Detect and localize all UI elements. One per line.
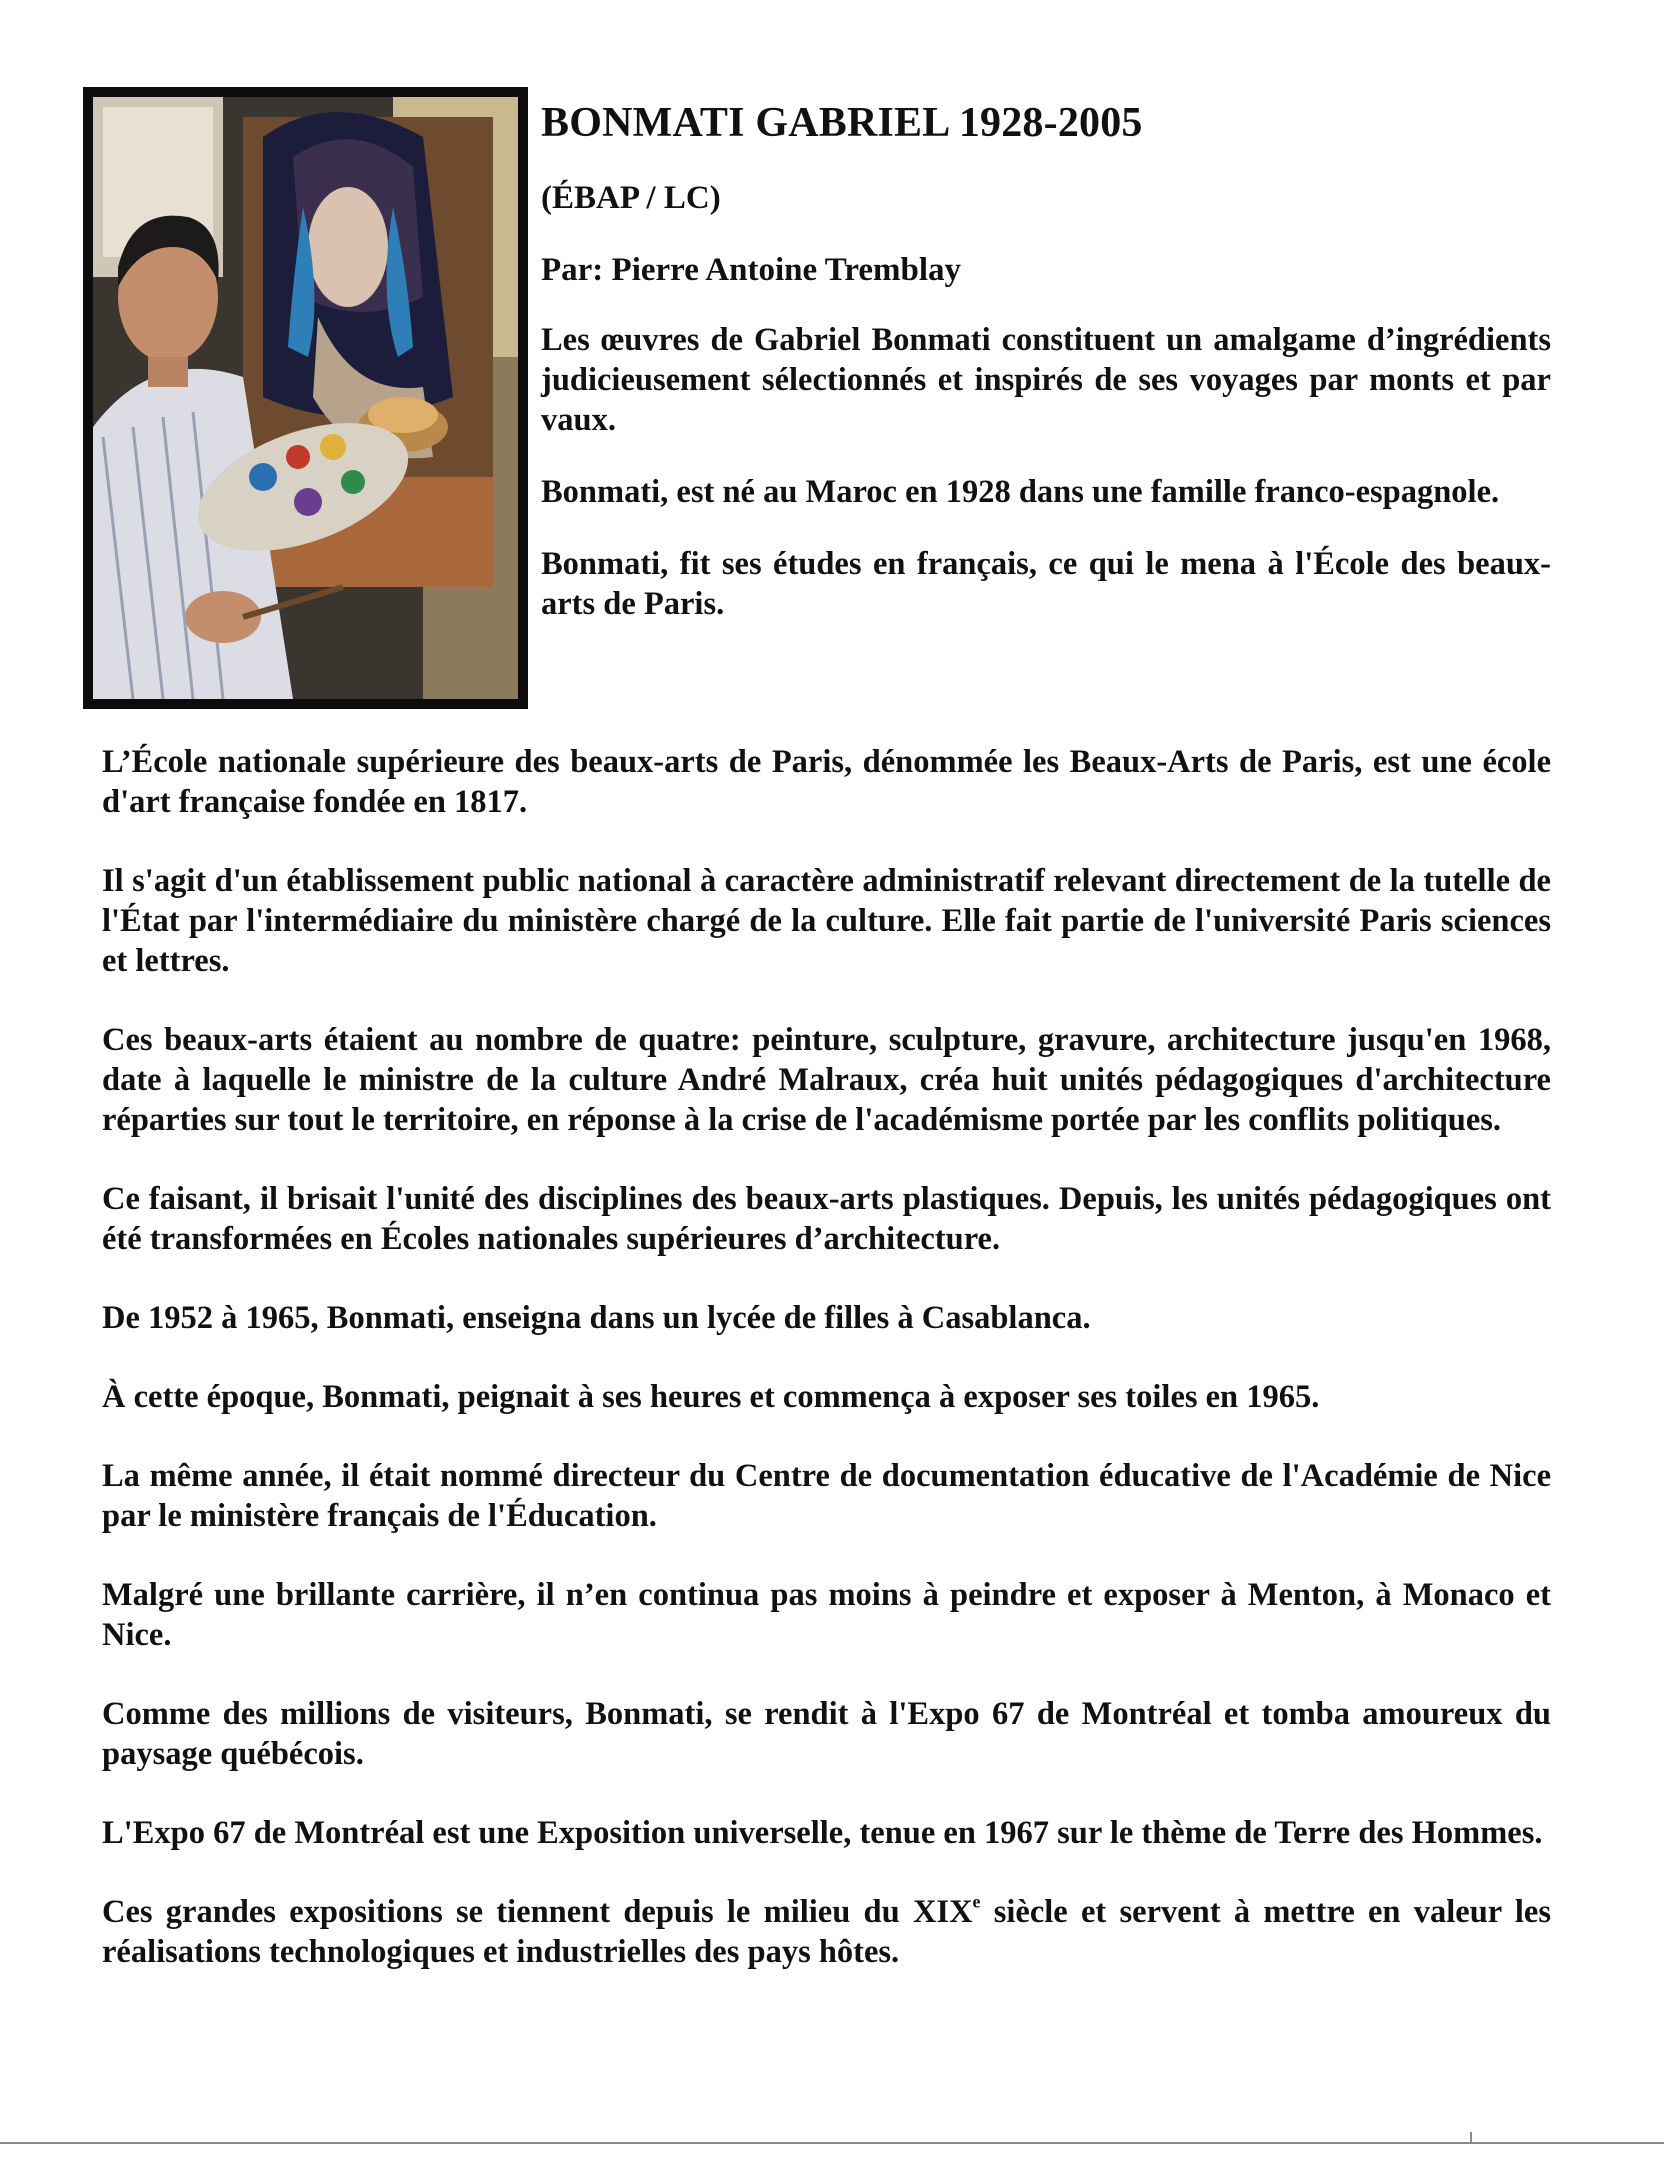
body-paragraph: L'Expo 67 de Montréal est une Exposition universelle, tenue en 1967 sur le thème de Terre des Hommes. — [102, 1815, 1543, 1851]
side-paragraph: Les œuvres de Gabriel Bonmati constituent un amalgame d’ingrédients judicieusement sélectionnés et inspirés de ses voyages par monts et par vaux. — [541, 322, 1551, 438]
document-author: Par: Pierre Antoine Tremblay — [541, 252, 962, 288]
artist-portrait-photo — [83, 87, 528, 709]
body-paragraph: À cette époque, Bonmati, peignait à ses heures et commença à exposer ses toiles en 1965. — [102, 1379, 1320, 1415]
side-paragraph: Bonmati, est né au Maroc en 1928 dans une famille franco-espagnole. — [541, 474, 1500, 510]
page-bottom-tick — [1470, 2132, 1472, 2144]
body-paragraph-last — [102, 1892, 1551, 1972]
body-paragraph: Ces beaux-arts étaient au nombre de quatre: peinture, sculpture, gravure, architecture jusqu'en 1968, date à laquelle le ministre de la culture André Malraux, créa huit unités pédagogiques d'architecture réparties sur tout le territoire, en réponse à la crise de l'académisme portée par les conflits politiques. — [102, 1022, 1551, 1138]
last-paragraph-start: Ces grandes expositions se tiennent depuis le milieu du XIX — [102, 1894, 973, 1930]
portrait-illustration — [93, 97, 518, 699]
body-paragraph: L’École nationale supérieure des beaux-arts de Paris, dénommée les Beaux-Arts de Paris, est une école d'art française fondée en 1817. — [102, 744, 1551, 820]
body-paragraph: De 1952 à 1965, Bonmati, enseigna dans un lycée de filles à Casablanca. — [102, 1300, 1091, 1336]
body-paragraph: La même année, il était nommé directeur du Centre de documentation éducative de l'Académie de Nice par le ministère français de l'Éducation. — [102, 1458, 1551, 1534]
body-paragraph: Il s'agit d'un établissement public national à caractère administratif relevant directement de la tutelle de l'État par l'intermédiaire du ministère chargé de la culture. Elle fait partie de l'université Paris sciences et lettres. — [102, 863, 1551, 979]
body-paragraph: Comme des millions de visiteurs, Bonmati, se rendit à l'Expo 67 de Montréal et tomba amoureux du paysage québécois. — [102, 1696, 1551, 1772]
page-bottom-rule — [0, 2142, 1664, 2144]
side-paragraph: Bonmati, fit ses études en français, ce qui le mena à l'École des beaux-arts de Paris. — [541, 546, 1551, 622]
document-title: BONMATI GABRIEL 1928-2005 — [541, 100, 1143, 146]
body-column — [102, 742, 1551, 2011]
body-paragraph: Ce faisant, il brisait l'unité des disciplines des beaux-arts plastiques. Depuis, les unités pédagogiques ont été transformées en Écoles nationales supérieures d’architecture. — [102, 1181, 1551, 1257]
body-paragraph: Malgré une brillante carrière, il n’en continua pas moins à peindre et exposer à Menton, à Monaco et Nice. — [102, 1577, 1551, 1653]
document-subtitle: (ÉBAP / LC) — [541, 180, 721, 216]
century-superscript: e — [972, 1891, 981, 1912]
last-paragraph-end: siècle et servent à mettre en valeur les réalisations technologiques et industrielles des pays hôtes. — [102, 1894, 1551, 1970]
header-column — [541, 98, 1551, 656]
